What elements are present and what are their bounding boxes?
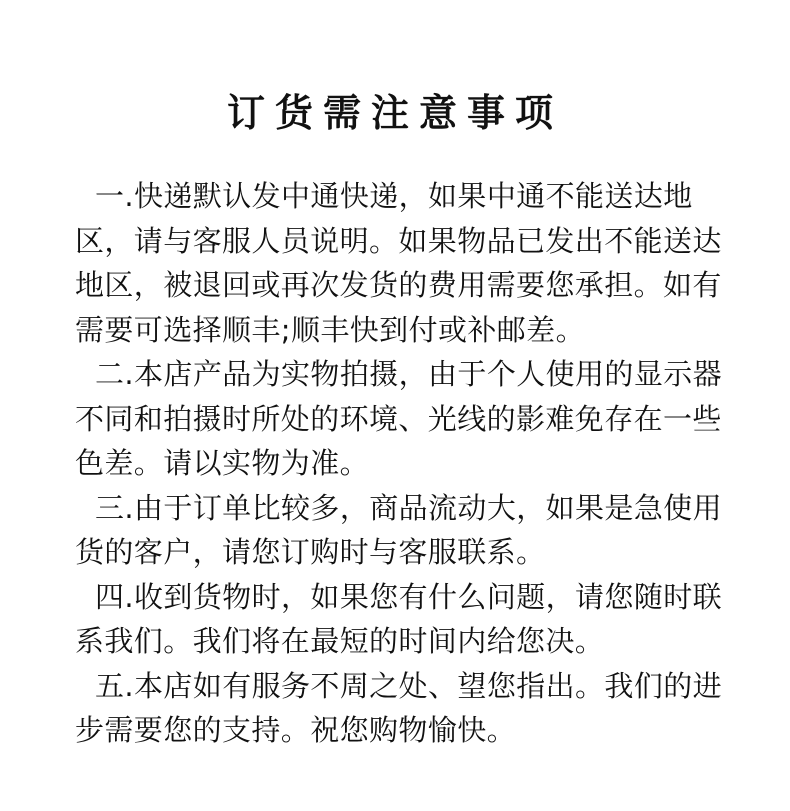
notice-paragraph-1: 一.快递默认发中通快递，如果中通不能送达地区，请与客服人员说明。如果物品已发出不能送达地区，被退回或再次发货的费用需要您承担。如有需要可选择顺丰;顺丰快到付或补邮差。 (75, 179, 722, 347)
notice-body (75, 174, 725, 753)
notice-paragraph-4: 四.收到货物时，如果您有什么问题，请您随时联系我们。我们将在最短的时间内给您决。 (75, 579, 723, 658)
notice-paragraph-5: 五.本店如有服务不周之处、望您指出。我们的进步需要您的支持。祝您购物愉快。 (75, 668, 723, 747)
notice-paragraph-3: 三.由于订单比较多，商品流动大，如果是急使用货的客户，请您订购时与客服联系。 (75, 490, 723, 569)
page-title: 订货需注意事项 (226, 91, 563, 135)
notice-paragraph-2: 二.本店产品为实物拍摄，由于个人使用的显示器不同和拍摄时所处的环境、光线的影难免存在一些色差。请以实物为准。 (75, 357, 723, 480)
